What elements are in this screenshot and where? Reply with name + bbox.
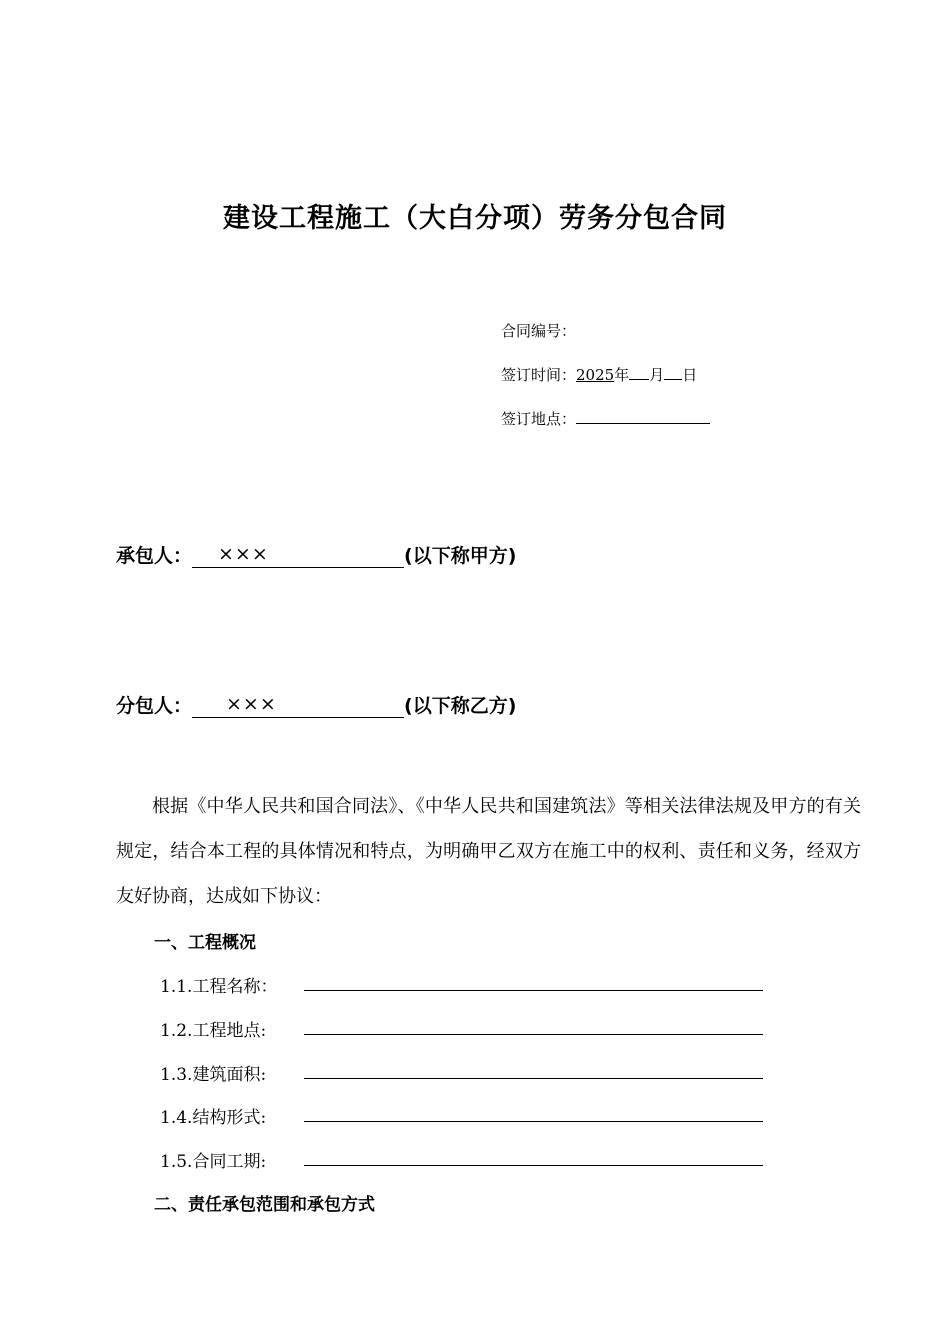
item-structure-type-blank <box>304 1121 763 1122</box>
party-a-name: ××× <box>218 543 269 565</box>
item-project-name-blank <box>304 990 763 991</box>
day-blank <box>664 365 682 380</box>
item-project-location-label: 1.2.工程地点: <box>160 1021 267 1041</box>
sign-place-field <box>501 408 710 429</box>
sign-time-label: 签订时间： <box>501 366 577 384</box>
section-1-heading: 一、工程概况 <box>154 933 256 953</box>
document-title: 建设工程施工（大白分项）劳务分包合同 <box>223 203 727 234</box>
sign-place-label: 签订地点： <box>501 410 577 428</box>
party-a-label: 承包人： <box>116 545 193 567</box>
item-project-name-label: 1.1.工程名称： <box>160 977 278 997</box>
item-structure-type-label: 1.4.结构形式: <box>160 1108 267 1128</box>
contract-number-label: 合同编号： <box>501 322 577 340</box>
party-a-name-blank <box>192 545 404 568</box>
year-char: 年 <box>614 366 630 384</box>
party-a-suffix: (以下称甲方) <box>404 545 517 567</box>
section-2-heading: 二、责任承包范围和承包方式 <box>154 1195 375 1215</box>
party-b-name: ××× <box>226 693 277 715</box>
party-b-suffix: (以下称乙方) <box>404 695 517 717</box>
sign-year: 2025 <box>576 366 615 384</box>
item-building-area-label: 1.3.建筑面积: <box>160 1065 267 1085</box>
month-blank <box>629 365 649 380</box>
preamble-paragraph: 根据《中华人民共和国合同法》、《中华人民共和国建筑法》等相关法律法规及甲方的有关规定，结合本工程的具体情况和特点，为明确甲乙双方在施工中的权利、责任和义务，经双方友好协商，达成如下协议： <box>116 796 861 907</box>
party-a-line <box>116 541 516 568</box>
sign-time-field <box>501 364 697 385</box>
item-contract-period-blank <box>304 1165 763 1166</box>
party-b-name-blank <box>192 695 404 718</box>
item-contract-period-label: 1.5.合同工期: <box>160 1152 267 1172</box>
month-char: 月 <box>649 366 665 384</box>
party-b-label: 分包人： <box>116 695 193 717</box>
contract-number-field <box>501 320 576 341</box>
item-building-area-blank <box>304 1078 763 1079</box>
sign-place-blank <box>576 409 710 424</box>
party-b-line <box>116 691 516 718</box>
day-char: 日 <box>682 366 698 384</box>
item-project-location-blank <box>304 1034 763 1035</box>
